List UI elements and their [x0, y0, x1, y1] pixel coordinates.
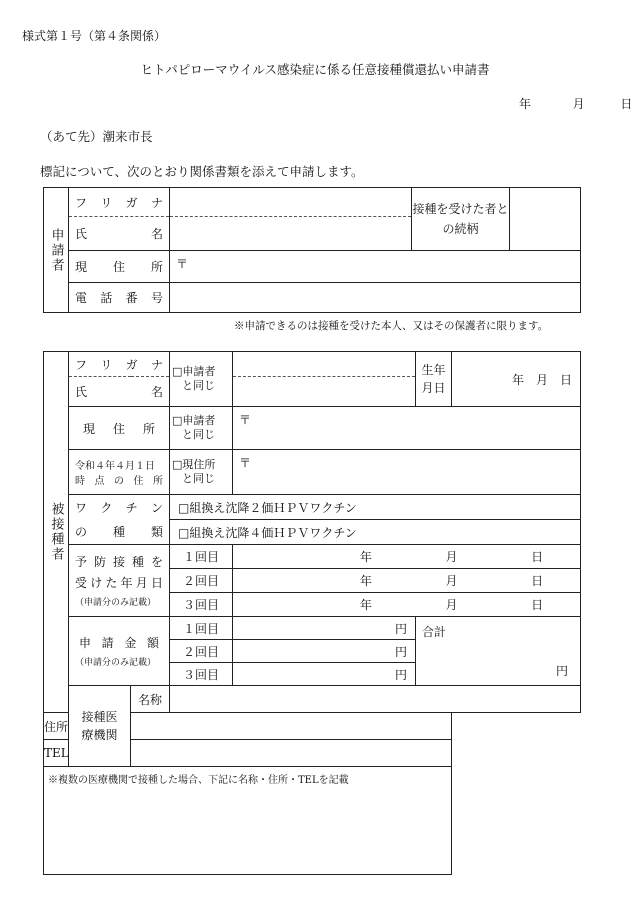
- r4-address-label: 令和４年４月１日 時 点 の 住 所: [69, 450, 170, 495]
- clinic-address-label: 住所: [44, 713, 69, 740]
- amount-dose-2-field[interactable]: 円: [233, 640, 416, 663]
- vaccinee-name-label: 氏 名: [69, 377, 170, 407]
- clinic-name-label: 名称: [131, 686, 170, 713]
- applicant-address-field[interactable]: [170, 251, 581, 283]
- vaccine-option-4valent[interactable]: □組換え沈降４価ＨＰＶワクチン: [170, 520, 581, 545]
- dose-3-date-field[interactable]: 年 月 日: [233, 593, 581, 617]
- applicant-address-label: 現 住 所: [69, 251, 170, 283]
- dose-1-date-field[interactable]: 年 月 日: [233, 545, 581, 569]
- postal-mark: 〒: [176, 257, 189, 271]
- vaccinee-address-field[interactable]: [233, 407, 581, 450]
- vaccination-date-label: 予 防 接 種 を 受 け た 年 月 日 （申請分のみ記載）: [69, 545, 170, 617]
- birth-date-label: 生年月日: [416, 352, 452, 407]
- clinic-label: 接種医療機関: [69, 686, 131, 767]
- clinic-name-field[interactable]: [170, 686, 581, 713]
- same-as-current-checkbox[interactable]: □現住所 と同じ: [170, 450, 233, 495]
- addressee: （あて先）潮来市長: [40, 129, 153, 144]
- applicant-name-label: 氏 名: [69, 217, 170, 251]
- r4-address-field[interactable]: [233, 450, 581, 495]
- amount-label: 申 請 金 額 （申請分のみ記載）: [69, 617, 170, 686]
- applicant-phone-label: 電 話 番 号: [69, 283, 170, 313]
- dose-2-date-field[interactable]: 年 月 日: [233, 569, 581, 593]
- clinic-tel-label: TEL: [44, 740, 69, 767]
- applicant-furigana-field[interactable]: [170, 188, 412, 217]
- multiple-clinic-note: ※複数の医療機関で接種した場合、下記に名称・住所・TELを記載: [48, 775, 349, 786]
- clinic-address-field[interactable]: [131, 713, 452, 740]
- vaccine-type-label-1: ワ ク チ ン: [69, 495, 170, 520]
- vaccinee-name-field[interactable]: [233, 377, 416, 407]
- total-yen: 円: [555, 664, 568, 678]
- postal-mark: 〒: [239, 413, 252, 427]
- birth-date-field[interactable]: 年 月 日: [452, 352, 581, 407]
- dose-2-label: ２回目: [170, 569, 233, 593]
- application-date: [519, 95, 632, 112]
- amount-dose-1-field[interactable]: 円: [233, 617, 416, 640]
- vaccinee-furigana-field[interactable]: [233, 352, 416, 377]
- vaccinee-table: [43, 351, 581, 875]
- intro-text: 標記について、次のとおり関係書類を添えて申請します。: [40, 164, 364, 179]
- vaccinee-section-label: 被接種者: [44, 352, 69, 713]
- amount-dose-1-label: １回目: [170, 617, 233, 640]
- applicant-phone-field[interactable]: [170, 283, 581, 313]
- multiple-clinic-area[interactable]: [44, 767, 452, 875]
- amount-total-field[interactable]: [416, 617, 581, 686]
- amount-dose-3-field[interactable]: 円: [233, 663, 416, 686]
- address-same-as-applicant-checkbox[interactable]: □申請者 と同じ: [170, 407, 233, 450]
- amount-dose-3-label: ３回目: [170, 663, 233, 686]
- applicant-name-field[interactable]: [170, 217, 412, 251]
- amount-dose-2-label: ２回目: [170, 640, 233, 663]
- vaccinee-furigana-label: フ リ ガ ナ: [69, 352, 170, 377]
- applicant-table: [43, 187, 581, 313]
- same-as-applicant-checkbox[interactable]: □申請者 と同じ: [170, 352, 233, 407]
- vaccine-option-2valent[interactable]: □組換え沈降２価ＨＰＶワクチン: [170, 495, 581, 520]
- page-title: ヒトパピローマウイルス感染症に係る任意接種償還払い申請書: [140, 62, 490, 77]
- total-label: 合計: [422, 625, 447, 639]
- relation-field[interactable]: [510, 188, 581, 251]
- applicant-section-label: 申請者: [44, 188, 69, 313]
- vaccinee-address-label: 現 住 所: [69, 407, 170, 450]
- dose-3-label: ３回目: [170, 593, 233, 617]
- form-number: 様式第１号（第４条関係）: [22, 29, 167, 43]
- applicant-note: ※申請できるのは接種を受けた本人、又はその保護者に限ります。: [234, 320, 549, 332]
- applicant-furigana-label: フ リ ガ ナ: [69, 188, 170, 217]
- date-year-label: 年: [519, 97, 532, 111]
- relation-label: 接種を受けた者との続柄: [412, 188, 510, 251]
- clinic-tel-field[interactable]: [131, 740, 452, 767]
- date-month-label: 月: [572, 97, 585, 111]
- vaccine-type-label-2: の 種 類: [69, 520, 170, 545]
- dose-1-label: １回目: [170, 545, 233, 569]
- postal-mark: 〒: [239, 456, 252, 470]
- date-day-label: 日: [620, 97, 632, 111]
